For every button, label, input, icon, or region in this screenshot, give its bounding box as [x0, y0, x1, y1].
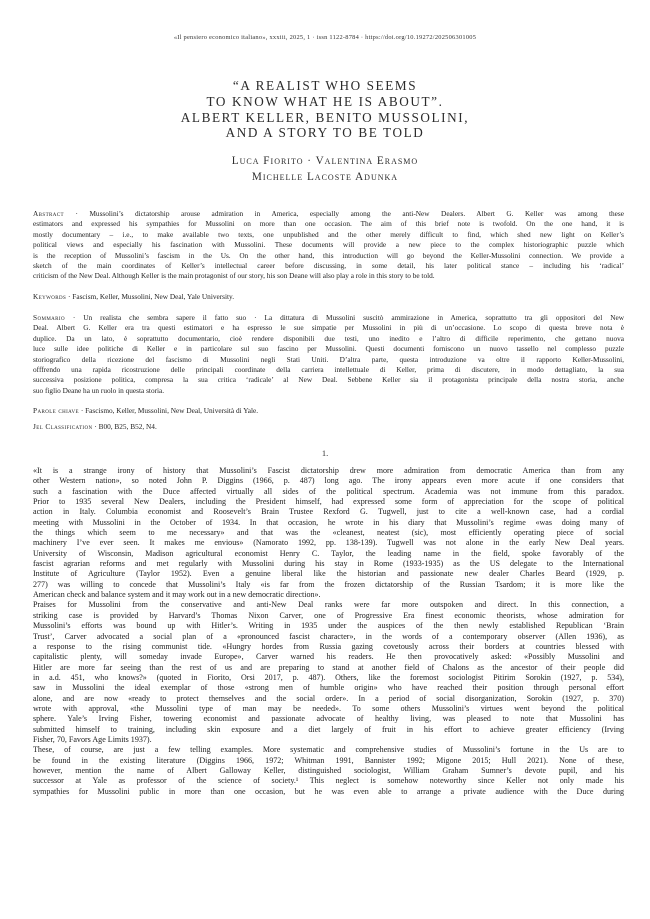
body-line: wrote with approval, «the Mussolini type of man may be needed». To some others Mussolini’s virtues went beyond the political — [33, 703, 624, 713]
body-line: be found in the existing literature (Diggins 1966, 1972; Whitman 1991, Bannister 1992; Migone 2015; Hull 2021). None of these, — [33, 755, 624, 765]
body-line: other Western nation», so noted John P. Diggins (1966, p. 487) long ago. The irony appears even more acute if one considers that — [33, 476, 624, 486]
body-line: Praises for Mussolini from the conservative and anti-New Deal ranks were far more outspoken and direct. In this connection, a — [33, 600, 624, 610]
body-line: machinery I’ve ever seen. It makes me envious» (Namorato 1992, pp. 138-139). Tugwell was not alone in the early New Deal years. — [33, 538, 624, 548]
sommario — [33, 313, 624, 396]
sommario-line: successiva posizione politica, compresa la sua critica ‘radicale’ al New Deal. Sebbene Keller sia il protagonista principale della nostra storia, anche — [33, 375, 624, 385]
body-line: saw in Mussolini the ideal exemplar of those «strong men of humble origin» who have reached their position through personal effort — [33, 683, 624, 693]
abstract-line: · Mussolini’s dictatorship arouse admiration in America, especially among the anti-New Dealers. Albert G. Keller was among these — [75, 209, 624, 218]
sommario-line: duplice. Da un lato, è soprattutto documentario, cioè rendere disponibili due testi, uno inedito e l’altro di difficile reperimento, che gettano nuova — [33, 333, 624, 343]
jel-text: · B00, B25, B52, N4. — [94, 422, 157, 431]
body-line: striking case is provided by Harvard’s Thomas Nixon Carver, one of Progressive Era finest economic theorists, whose admiration for — [33, 610, 624, 620]
body-line: submitted himself to training, including skin exposure and a diet largely of fruit in his effort to achieve greater efficiency (Irving — [33, 724, 624, 734]
body-line: American check and balance system and it may work out in a new democratic direction». — [33, 590, 321, 600]
sommario-line: · Un realista che sembra sapere il fatto suo · La dittatura di Mussolini suscitò ammirazione in America, soprattutto tra gli oppositori del New — [72, 313, 624, 322]
body-line: such a fascination with the Duce affected virtually all sides of the political spectrum. Academia was not immune from this paradox. — [33, 486, 624, 496]
body-line: Mussolini’s efforts was bound up with Hitler’s. Writing in 1935 under the auspices of the then newly established Republican ‘Brain — [33, 621, 624, 631]
title-line: “A REALIST WHO SEEMS — [232, 78, 418, 93]
keywords-label: Keywords — [33, 292, 67, 301]
body-line: successor at Yale as professor of the science of society.¹ This neglect is somehow noteworthy since Keller not only made his — [33, 776, 624, 786]
sommario-line: storiografico della ricezione del fascismo di Mussolini negli Stati Uniti. D’altra parte, questa introduzione va oltre il rapporto Keller-Mussolini, — [33, 354, 624, 364]
authors — [0, 153, 650, 185]
title-line: ALBERT KELLER, BENITO MUSSOLINI, — [180, 109, 470, 125]
body-line: Prior to 1935 several New Dealers, including the President himself, had expressed some form of appreciation for the scope of political — [33, 497, 624, 507]
body-line: sphere. Yale’s Irving Fisher, towering economist and passionate advocate of healthy living, was pleased to note that Mussolini has — [33, 714, 624, 724]
abstract — [33, 209, 624, 282]
abstract-line: criticism of the New Deal. Although Keller is the main protagonist of our story, his son Deane will also play a role in this story to be told. — [33, 271, 435, 281]
jel-label: Jel Classification — [33, 422, 93, 431]
parole-chiave-text: · Fascismo, Keller, Mussolini, New Deal, Università di Yale. — [80, 406, 259, 415]
abstract-label: Abstract — [33, 209, 64, 218]
body-line: 277) was willing to concede that Mussolini’s Italy «is far from the frozen dictatorship of the Russian Tsardom; it is more like the — [33, 579, 624, 589]
body-line: the things which seem to me necessary» and that was the «cleanest, neatest (sic), most efficiently operating piece of social — [33, 528, 624, 538]
body-line: action in Italy. Columbia economist and Roosevelt’s Brain Trustee Rexford G. Tugwell, just to cite a well-known case, had a cordial — [33, 507, 624, 517]
author-line: Michelle Lacoste Adunka — [251, 171, 399, 183]
article-title — [0, 78, 650, 141]
abstract-line: estimators and expressed his sympathies for Mussolini on more than one occasion. The aim of this brief note is twofold. On the one hand, it is — [33, 219, 624, 229]
body-line: in a.d. 451, who knows?» (quoted in Fiorito, Orsi 2017, p. 487). Others, like the foremost sociologist Pitirim Sorokin (1927, p. 534), — [33, 672, 624, 682]
abstract-line: sketch of the main coordinates of Keller’s intellectual career before discussing, in some detail, his later political stance – including his ‘radical’ — [33, 261, 624, 271]
sommario-line: Deal. Albert G. Keller era tra questi estimatori e ha espresso le sue simpatie per Mussolini in più di un’occasione. Lo scopo di questa breve nota è — [33, 323, 624, 333]
body-line: capitalistic plenty, will someday invade Europe», Carver warned his readers. He then provocatively asked: «Possibly Mussolini and — [33, 652, 624, 662]
author-line: Luca Fiorito · Valentina Erasmo — [231, 155, 419, 167]
body-line: fascist agrarian reforms and met regularly with Mussolini during his stay in Rome (1933-1935) as the US delegate to the International — [33, 559, 624, 569]
body-line: Trust’, Carver advocated a social plan of a «pronounced fascist character», in the words of a contemporary observer (Allen 1936), as — [33, 631, 624, 641]
body-line: alone, and are now «ready to protect themselves and the social order». In a period of social disorganization, Sorokin (1927, p. 370) — [33, 693, 624, 703]
body-line: Institute of Agriculture (Taylor 1952). Even a genuine liberal like the historian and passionate new dealer Charles Beard (1929, p. — [33, 569, 624, 579]
parole-chiave-label: Parole chiave — [33, 406, 79, 415]
title-line: AND A STORY TO BE TOLD — [225, 125, 425, 141]
sommario-label: Sommario — [33, 313, 65, 322]
body-line: however, mention the name of Albert Galloway Keller, distinguished sociologist, William Graham Sumner’s devote pupil, and his — [33, 765, 624, 775]
keywords-text: · Fascism, Keller, Mussolini, New Deal, Yale University. — [68, 292, 235, 301]
section-number: 1. — [321, 448, 329, 458]
body-line: a response to the rising communist tide. «Hungry hordes from Russia gazing covetously across their borders at countries blessed with — [33, 641, 624, 651]
sommario-line: luce sulle idee politiche di Keller e in particolare sul suo fascino per Mussolini. Questi documenti forniscono un nuovo tassello nel complesso puzzle — [33, 344, 624, 354]
body-line: Fisher, 70, Favors Age Limits 1937). — [33, 734, 152, 744]
abstract-line: political views and especially his fascination with Mussolini. These documents will provide a new piece to the complex historiographic puzzle which — [33, 240, 624, 250]
body-line: sympathies for Mussolini public in more than one occasion, but he was even able to arrange a private audience with the Duce during — [33, 786, 624, 796]
jel-classification — [33, 422, 624, 432]
keywords — [33, 292, 624, 302]
title-line: TO KNOW WHAT HE IS ABOUT”. — [206, 93, 444, 109]
running-head: «Il pensiero economico italiano», xxxiii, 2025, 1 · issn 1122-8784 · https://doi.org/10.19272/202506301005 — [173, 34, 477, 41]
sommario-line: offfrendo una rapida ricostruzione delle principali coordinate della carriera intellettuale di Keller, prima di discutere, in modo dettagliato, la sua — [33, 365, 624, 375]
abstract-line: mostly documentary – i.e., to make available two texts, one unpublished and the other merely difficult to find, which shed new light on Keller’s — [33, 229, 624, 239]
body-line: meeting with Mussolini in the October of 1934. In that occasion, he wrote in his diary that Mussolini’s regime «was doing many of — [33, 517, 624, 527]
parole-chiave — [33, 406, 624, 416]
body-line: University of Wisconsin, Madison agricultural economist Henry C. Taylor, the leading name in the field, spoke favorably of the — [33, 548, 624, 558]
body-line: Hitler are more far seeing than the rest of us and are preparing to stand at another field of Chalons as the ancestor of their people did — [33, 662, 624, 672]
body-text — [33, 466, 624, 910]
sommario-line: suo figlio Deane ha un ruolo in questa storia. — [33, 385, 165, 395]
body-line: These, of course, are just a few telling examples. More systematic and comprehensive studies of Mussolini’s fortune in the Us are to — [33, 745, 624, 755]
body-line: «It is a strange irony of history that Mussolini’s Fascist dictatorship drew more admiration from democratic America than from any — [33, 466, 624, 475]
abstract-line: is the reception of Mussolini’s fascism in the Us. On the other hand, this introduction will go beyond the Keller-Mussolini connection. We provide a — [33, 250, 624, 260]
